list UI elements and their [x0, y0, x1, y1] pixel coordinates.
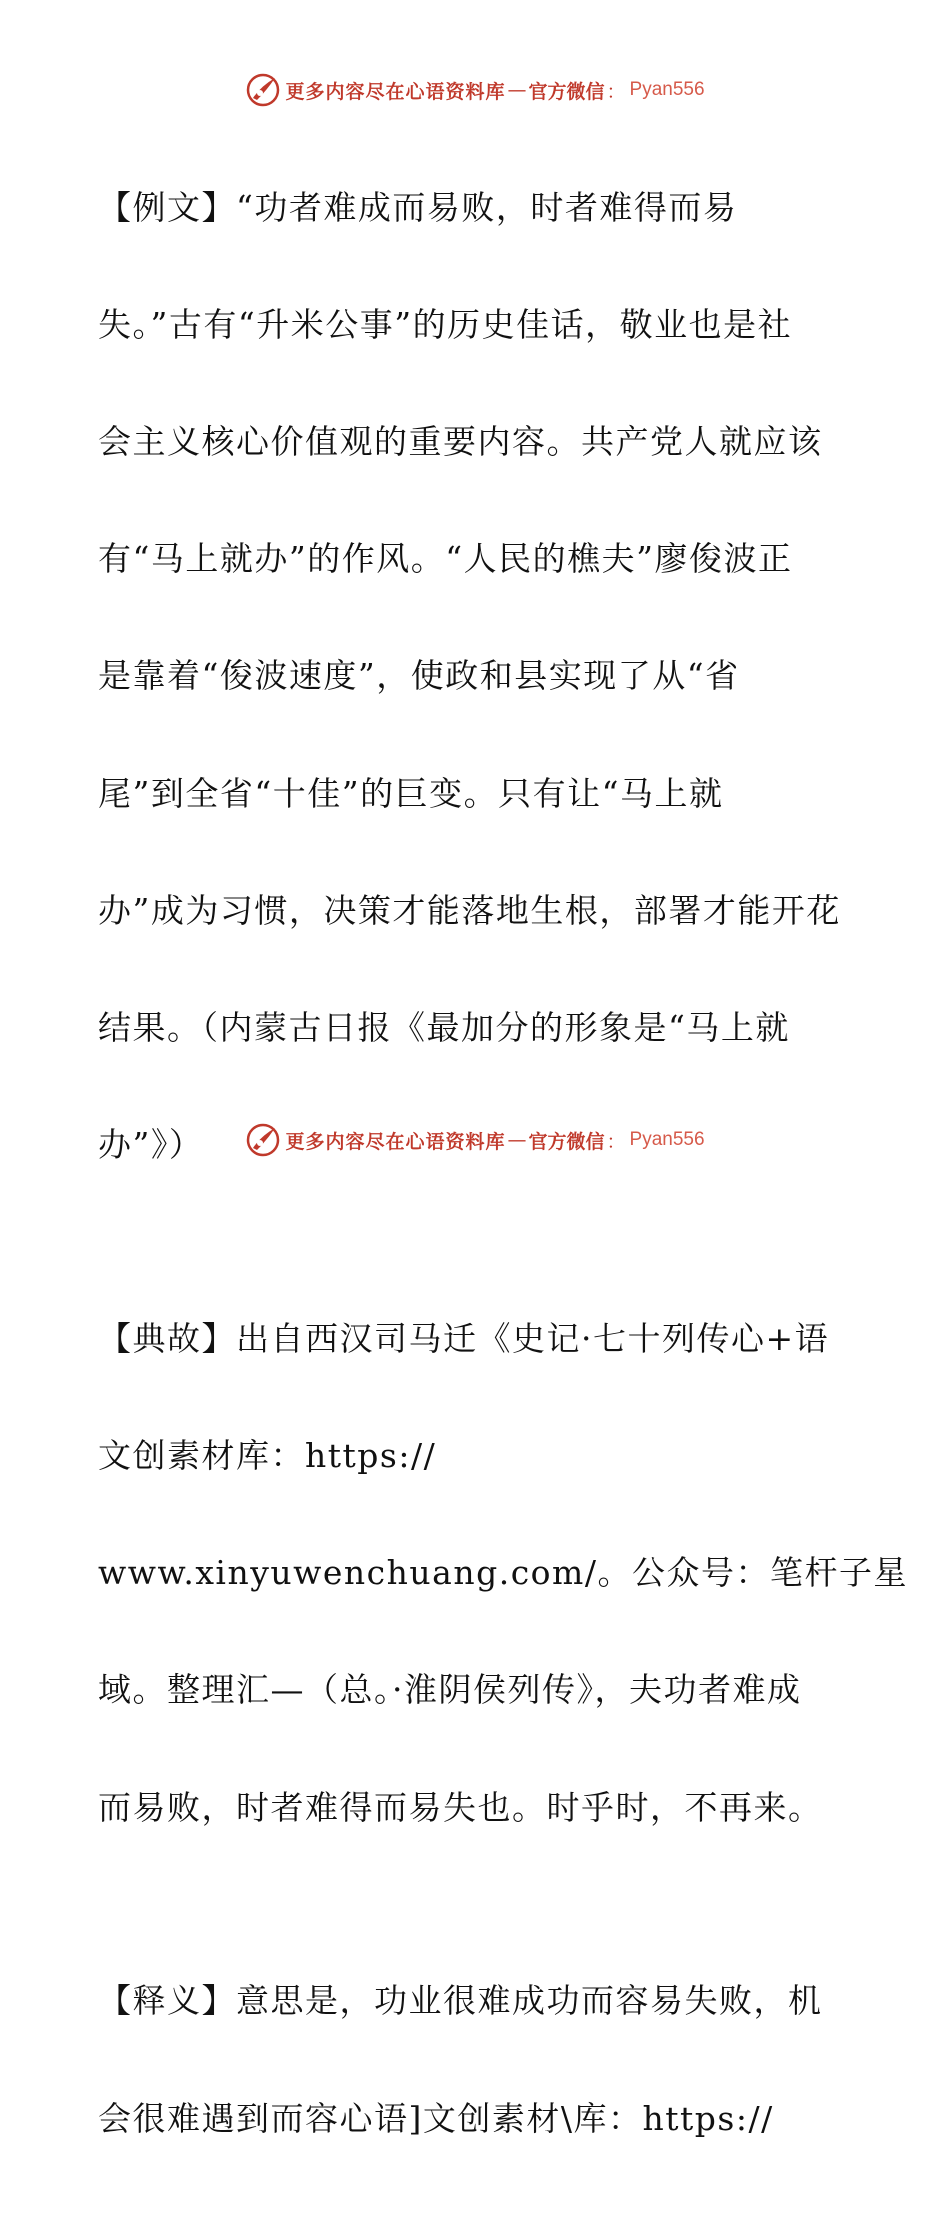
watermark-dash: — — [507, 79, 527, 101]
footer-watermark — [0, 1120, 950, 1160]
text-line: 是靠着“俊波速度”，使政和县实现了从“省 — [98, 656, 740, 696]
text-line: 会主义核心价值观的重要内容。共产党人就应该 — [98, 421, 823, 461]
watermark-wechat-id: Pyan556 — [629, 79, 705, 100]
text-line: 会很难遇到而容心语]文创素材\库：https:// — [98, 2098, 774, 2138]
brush-logo-icon — [245, 1122, 281, 1158]
watermark-colon: ： — [606, 1130, 626, 1153]
text-line: 域。整理汇—（总。·淮阴侯列传》，夫功者难成 — [98, 1670, 802, 1710]
text-line: 尾”到全省“十佳”的巨变。只有让“马上就 — [98, 773, 724, 813]
text-line: 【典故】出自西汉司马迁《史记·七十列传心+语 — [98, 1318, 830, 1358]
text-line: 办”》） — [98, 1125, 204, 1165]
text-line: 而易败，时者难得而易失也。时乎时，不再来。 — [98, 1787, 823, 1827]
text-line: 有“马上就办”的作风。“人民的樵夫”廖俊波正 — [98, 539, 793, 579]
watermark-wechat-id: Pyan556 — [629, 1129, 705, 1150]
watermark-label: 官方微信 — [528, 80, 605, 103]
watermark-text: 更多内容尽在心语资料库 — [285, 1130, 506, 1153]
watermark-colon: ： — [606, 80, 626, 103]
paragraph-allusion — [98, 1251, 908, 1896]
watermark-text: 更多内容尽在心语资料库 — [285, 80, 506, 103]
text-line: 失。”古有“升米公事”的历史佳话，敬业也是社 — [98, 304, 793, 344]
brush-logo-icon — [245, 72, 281, 108]
text-line: 办”成为习惯，决策才能落地生根，部署才能开花 — [98, 890, 841, 930]
watermark-dash: — — [507, 1129, 527, 1151]
paragraph-example — [98, 120, 858, 1233]
text-line: 文创素材库：https:// — [98, 1436, 437, 1476]
text-line: 【例文】“功者难成而易败，时者难得而易 — [98, 187, 738, 227]
header-watermark — [0, 70, 950, 110]
text-line: 【释义】意思是，功业很难成功而容易失败，机 — [98, 1981, 823, 2021]
watermark-label: 官方微信 — [528, 1130, 605, 1153]
text-line: 结果。（内蒙古日报《最加分的形象是“马上就 — [98, 1007, 790, 1047]
text-line: www.xinyuwenchuang.com/。公众号：笔杆子星 — [98, 1553, 908, 1593]
paragraph-meaning — [98, 1914, 858, 2207]
document-body — [98, 120, 908, 2225]
